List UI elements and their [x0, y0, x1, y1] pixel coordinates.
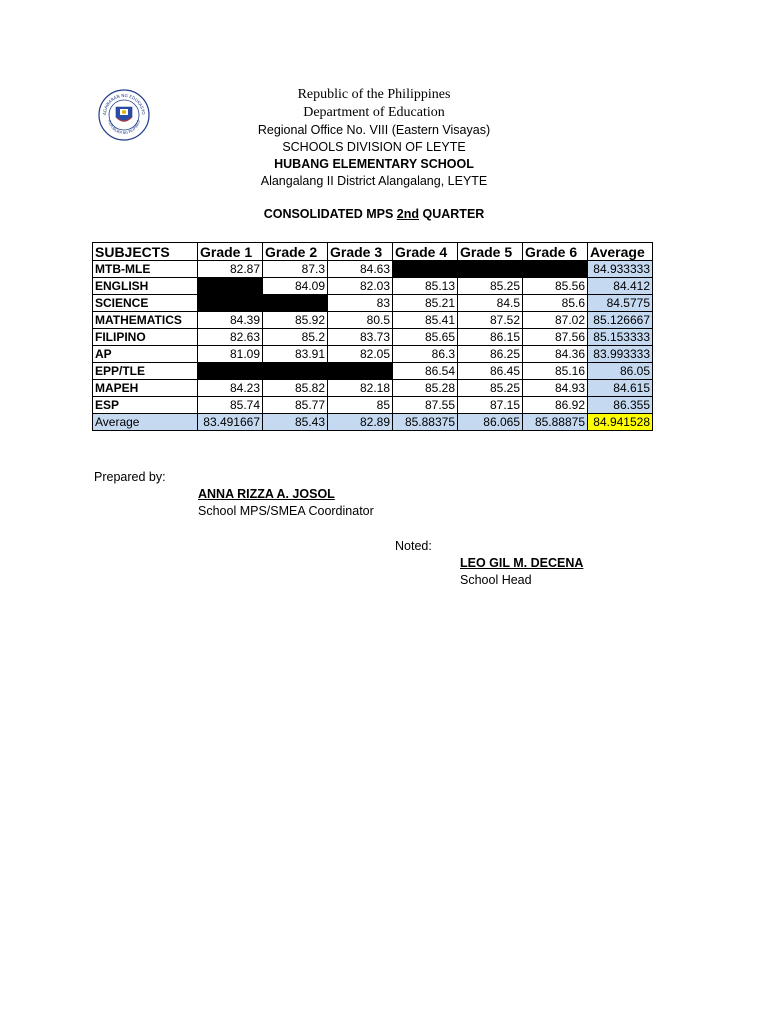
letterhead	[0, 86, 748, 190]
score-cell: 83	[328, 295, 393, 312]
score-cell: 87.3	[263, 261, 328, 278]
subject-average-cell: 84.412	[588, 278, 653, 295]
subject-average-cell: 84.615	[588, 380, 653, 397]
score-cell: 83.91	[263, 346, 328, 363]
preparer-name: ANNA RIZZA A. JOSOL	[198, 487, 335, 501]
score-cell: 86.92	[523, 397, 588, 414]
header-regional-office: Regional Office No. VIII (Eastern Visayas)	[257, 123, 491, 137]
table-row	[93, 380, 653, 397]
table-row	[93, 363, 653, 380]
score-cell: 82.63	[198, 329, 263, 346]
document-title	[0, 207, 748, 221]
score-cell: 84.09	[263, 278, 328, 295]
title-suffix: QUARTER	[419, 207, 485, 221]
table-row	[93, 312, 653, 329]
score-cell: 84.63	[328, 261, 393, 278]
table-row	[93, 295, 653, 312]
title-quarter: 2nd	[396, 207, 420, 221]
average-label: Average	[93, 414, 198, 431]
score-cell: 85.56	[523, 278, 588, 295]
redacted-cell	[263, 363, 328, 380]
score-cell: 84.36	[523, 346, 588, 363]
subject-cell: SCIENCE	[93, 295, 198, 312]
score-cell: 82.05	[328, 346, 393, 363]
score-cell: 86.54	[393, 363, 458, 380]
table-row	[93, 329, 653, 346]
redacted-cell	[198, 278, 263, 295]
column-header: Grade 5	[458, 243, 523, 261]
score-cell: 85.25	[458, 278, 523, 295]
subject-average-cell: 86.05	[588, 363, 653, 380]
grand-average-cell: 84.941528	[588, 414, 653, 431]
subject-cell: MATHEMATICS	[93, 312, 198, 329]
score-cell: 85.21	[393, 295, 458, 312]
score-cell: 85.25	[458, 380, 523, 397]
score-cell: 85.92	[263, 312, 328, 329]
score-cell: 85.2	[263, 329, 328, 346]
score-cell: 85.28	[393, 380, 458, 397]
grade-average-cell: 85.43	[263, 414, 328, 431]
table-row	[93, 397, 653, 414]
subject-cell: FILIPINO	[93, 329, 198, 346]
score-cell: 84.93	[523, 380, 588, 397]
redacted-cell	[523, 261, 588, 278]
table-row	[93, 261, 653, 278]
preparer-block	[198, 486, 374, 520]
score-cell: 82.18	[328, 380, 393, 397]
subject-cell: EPP/TLE	[93, 363, 198, 380]
table-header-row	[93, 243, 653, 261]
redacted-cell	[328, 363, 393, 380]
score-cell: 80.5	[328, 312, 393, 329]
score-cell: 84.39	[198, 312, 263, 329]
header-district: Alangalang II District Alangalang, LEYTE	[260, 174, 488, 188]
subject-cell: AP	[93, 346, 198, 363]
header-republic: Republic of the Philippines	[297, 87, 451, 102]
noted-label: Noted:	[395, 539, 432, 553]
grade-average-cell: 83.491667	[198, 414, 263, 431]
score-cell: 83.73	[328, 329, 393, 346]
score-cell: 86.25	[458, 346, 523, 363]
score-cell: 85.41	[393, 312, 458, 329]
redacted-cell	[198, 363, 263, 380]
seal-bottom-text: REPUBLIKA NG PILIPINAS	[107, 119, 141, 136]
column-header: Grade 4	[393, 243, 458, 261]
subject-average-cell: 85.153333	[588, 329, 653, 346]
subject-average-cell: 86.355	[588, 397, 653, 414]
grade-average-cell: 86.065	[458, 414, 523, 431]
score-cell: 81.09	[198, 346, 263, 363]
score-cell: 85.16	[523, 363, 588, 380]
score-cell: 85	[328, 397, 393, 414]
score-cell: 82.03	[328, 278, 393, 295]
score-cell: 85.13	[393, 278, 458, 295]
score-cell: 85.6	[523, 295, 588, 312]
school-head-name: LEO GIL M. DECENA	[460, 556, 584, 570]
redacted-cell	[198, 295, 263, 312]
score-cell: 87.56	[523, 329, 588, 346]
grade-average-cell: 85.88375	[393, 414, 458, 431]
score-cell: 85.74	[198, 397, 263, 414]
score-cell: 87.52	[458, 312, 523, 329]
table-row	[93, 346, 653, 363]
score-cell: 87.55	[393, 397, 458, 414]
score-cell: 86.15	[458, 329, 523, 346]
redacted-cell	[263, 295, 328, 312]
header-school-name: HUBANG ELEMENTARY SCHOOL	[274, 157, 474, 171]
subject-cell: ENGLISH	[93, 278, 198, 295]
subject-average-cell: 84.5775	[588, 295, 653, 312]
score-cell: 87.15	[458, 397, 523, 414]
redacted-cell	[458, 261, 523, 278]
header-department: Department of Education	[303, 105, 445, 120]
score-cell: 85.77	[263, 397, 328, 414]
grade-average-cell: 85.88875	[523, 414, 588, 431]
score-cell: 82.87	[198, 261, 263, 278]
average-row	[93, 414, 653, 431]
mps-table	[92, 242, 653, 431]
school-head-title: School Head	[460, 573, 532, 587]
score-cell: 87.02	[523, 312, 588, 329]
subject-cell: MAPEH	[93, 380, 198, 397]
column-header: Grade 3	[328, 243, 393, 261]
subject-cell: ESP	[93, 397, 198, 414]
table-body	[93, 261, 653, 431]
column-header: Average	[588, 243, 653, 261]
column-header: Grade 2	[263, 243, 328, 261]
preparer-title: School MPS/SMEA Coordinator	[198, 504, 374, 518]
redacted-cell	[393, 261, 458, 278]
score-cell: 86.3	[393, 346, 458, 363]
score-cell: 85.82	[263, 380, 328, 397]
column-header: Grade 1	[198, 243, 263, 261]
prepared-by-label: Prepared by:	[94, 470, 166, 484]
subject-average-cell: 85.126667	[588, 312, 653, 329]
score-cell: 84.5	[458, 295, 523, 312]
school-head-block	[460, 555, 583, 589]
subject-average-cell: 84.933333	[588, 261, 653, 278]
header-division: SCHOOLS DIVISION OF LEYTE	[282, 140, 466, 154]
column-header: SUBJECTS	[93, 243, 198, 261]
table-row	[93, 278, 653, 295]
score-cell: 86.45	[458, 363, 523, 380]
subject-average-cell: 83.993333	[588, 346, 653, 363]
score-cell: 84.23	[198, 380, 263, 397]
subject-cell: MTB-MLE	[93, 261, 198, 278]
score-cell: 85.65	[393, 329, 458, 346]
grade-average-cell: 82.89	[328, 414, 393, 431]
column-header: Grade 6	[523, 243, 588, 261]
title-prefix: CONSOLIDATED MPS	[263, 207, 397, 221]
seal-top-text: AGAWARAN NG EDUKASYO	[101, 92, 147, 116]
